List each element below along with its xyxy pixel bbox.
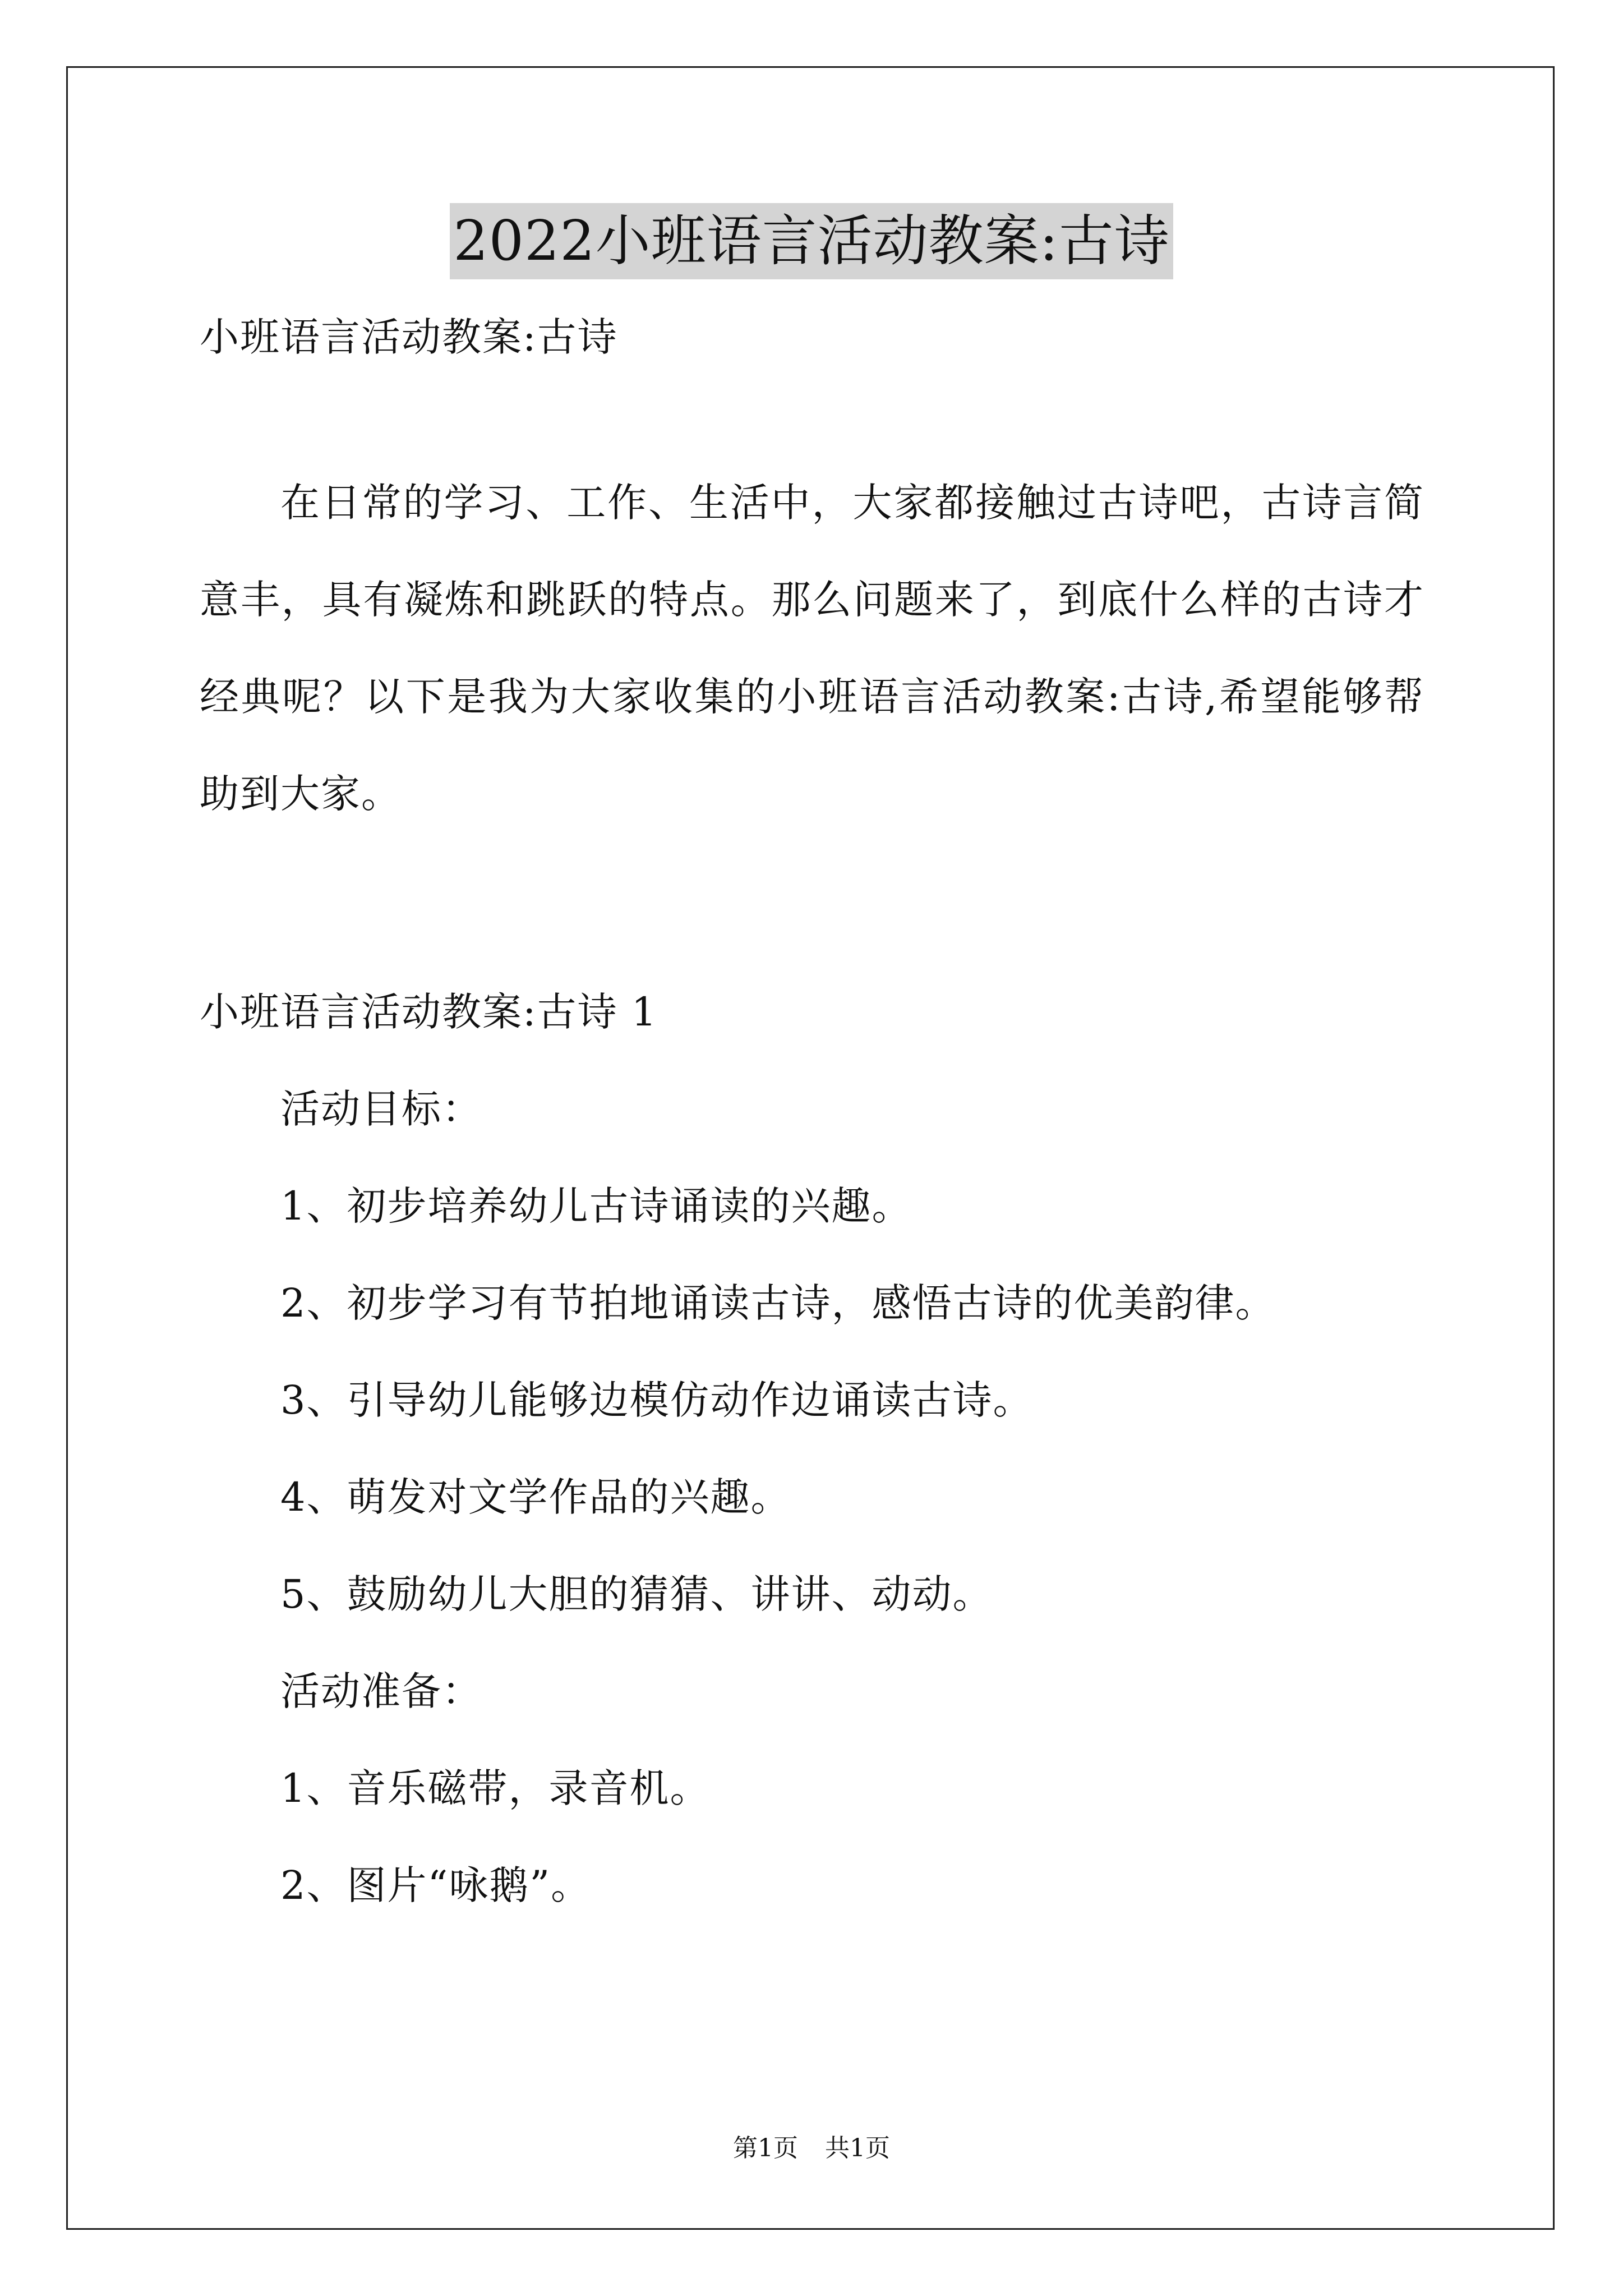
section-title: 小班语言活动教案:古诗 1	[200, 989, 658, 1035]
goal-item: 4、萌发对文学作品的兴趣。	[280, 1474, 791, 1520]
goals-heading: 活动目标：	[280, 1086, 482, 1132]
document-title: 2022小班语言活动教案:古诗	[450, 203, 1173, 279]
goal-item: 1、初步培养幼儿古诗诵读的兴趣。	[280, 1183, 912, 1229]
page-footer	[0, 2132, 1623, 2165]
goal-item: 2、初步学习有节拍地诵读古诗，感悟古诗的优美韵律。	[280, 1280, 1276, 1326]
prep-item: 2、图片“咏鹅”。	[280, 1862, 592, 1908]
prep-item: 1、音乐磁带，录音机。	[280, 1765, 711, 1811]
prep-heading: 活动准备：	[280, 1668, 482, 1714]
goal-item: 5、鼓励幼儿大胆的猜猜、讲讲、动动。	[280, 1571, 993, 1617]
document-subtitle: 小班语言活动教案:古诗	[200, 314, 618, 360]
goal-item: 3、引导幼儿能够边模仿动作边诵读古诗。	[280, 1377, 1034, 1423]
page-number-total: 共1页	[825, 2134, 890, 2162]
page-number-current: 第1页	[733, 2134, 798, 2162]
intro-paragraph: 在日常的学习、工作、生活中，大家都接触过古诗吧，古诗言简意丰，具有凝炼和跳跃的特点。那么问题来了，到底什么样的古诗才经典呢？以下是我为大家收集的小班语言活动教案:古诗,希望能够帮助到大家。	[200, 480, 1424, 817]
title-container	[0, 203, 1623, 279]
